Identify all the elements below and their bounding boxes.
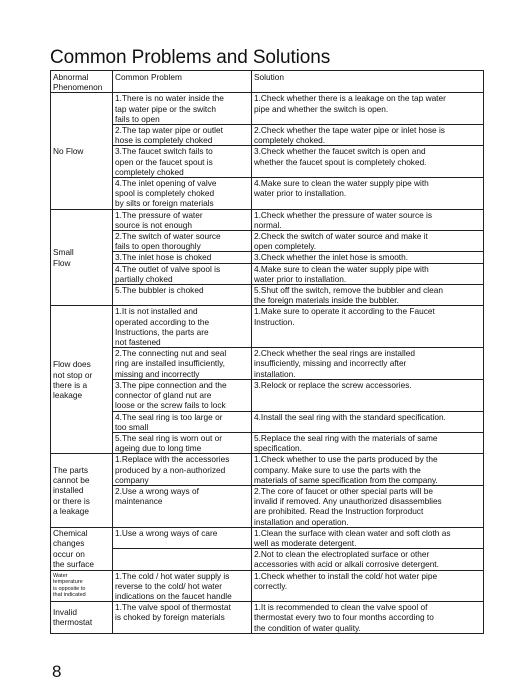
- solution-cell: 1.Check whether the pressure of water source is normal.: [252, 209, 484, 230]
- table-row: [51, 527, 484, 548]
- table-header-row: [51, 71, 484, 93]
- problem-cell: 5.The seal ring is worn out or ageing due to long time: [113, 432, 252, 453]
- table-row: [51, 549, 484, 570]
- phenomenon-cell: The parts cannot be installed or there is a leakage: [51, 454, 113, 527]
- phenomenon-cell: Water temperature is opposite to that indicated: [51, 570, 113, 602]
- table-row: [51, 432, 484, 453]
- phenomenon-cell: Invalid thermostat: [51, 602, 113, 634]
- table-row: [51, 93, 484, 125]
- solution-cell: 3.Check whether the faucet switch is open and whether the faucet spout is completely choked.: [252, 146, 484, 178]
- table-row: [51, 125, 484, 146]
- table-row: [51, 252, 484, 263]
- problem-cell: 1.The cold / hot water supply is reverse to the cold/ hot water indications on the faucet handle: [113, 570, 252, 602]
- solution-cell: 1.It is recommended to clean the valve spool of thermostat every two to four months according to the condition of water quality.: [252, 602, 484, 634]
- table-row: [51, 231, 484, 252]
- solution-cell: 2.Check whether the tape water pipe or inlet hose is completely choked.: [252, 125, 484, 146]
- table-row: [51, 411, 484, 432]
- solution-cell: 2.The core of faucet or other special parts will be invalid if removed. Any unauthorized disassemblies are prohibited. Read the Instruction forproduct installation and operation.: [252, 485, 484, 527]
- problem-cell: 1.The valve spool of thermostat is choked by foreign materials: [113, 602, 252, 634]
- phenomenon-cell: No Flow: [51, 93, 113, 209]
- solution-cell: 3.Check whether the inlet hose is smooth.: [252, 252, 484, 263]
- table-row: [51, 263, 484, 284]
- solution-cell: 1.Check whether there is a leakage on the tap water pipe and whether the switch is open.: [252, 93, 484, 125]
- page-title: Common Problems and Solutions: [50, 47, 331, 68]
- problem-cell: [113, 549, 252, 570]
- table-row: [51, 209, 484, 230]
- phenomenon-cell: Chemical changes occur on the surface: [51, 527, 113, 570]
- problem-cell: 3.The inlet hose is choked: [113, 252, 252, 263]
- problem-cell: 2.The connecting nut and seal ring are installed insufficiently, missing and incorrectly: [113, 348, 252, 380]
- problem-cell: 2.The switch of water source fails to open thoroughly: [113, 231, 252, 252]
- problem-cell: 3.The pipe connection and the connector of gland nut are loose or the screw fails to lock: [113, 379, 252, 411]
- table-row: [51, 306, 484, 348]
- table-body: [51, 93, 484, 633]
- table-row: [51, 178, 484, 210]
- problem-cell: 2.The tap water pipe or outlet hose is completely choked: [113, 125, 252, 146]
- solution-cell: 1.Check whether to use the parts produced by the company. Make sure to use the parts with the materials of same specification from the company.: [252, 454, 484, 486]
- table-row: [51, 348, 484, 380]
- solution-cell: 4.Make sure to clean the water supply pipe with water prior to installation.: [252, 263, 484, 284]
- table-row: [51, 454, 484, 486]
- phenomenon-cell: Small Flow: [51, 209, 113, 306]
- table-row: [51, 485, 484, 527]
- solution-cell: 5.Replace the seal ring with the materials of same specification.: [252, 432, 484, 453]
- table-row: [51, 379, 484, 411]
- solution-cell: 2.Check the switch of water source and make it open completely.: [252, 231, 484, 252]
- solution-cell: 3.Relock or replace the screw accessories.: [252, 379, 484, 411]
- solution-cell: 2.Not to clean the electroplated surface or other accessories with acid or alkali corrosive detergent.: [252, 549, 484, 570]
- solution-cell: 1.Make sure to operate it according to the Faucet Instruction.: [252, 306, 484, 348]
- problem-cell: 4.The seal ring is too large or too small: [113, 411, 252, 432]
- problems-solutions-table: [50, 70, 484, 634]
- problem-cell: 1.It is not installed and operated according to the Instructions, the parts are not fastened: [113, 306, 252, 348]
- header-solution: Solution: [252, 71, 484, 93]
- problem-cell: 5.The bubbler is choked: [113, 285, 252, 306]
- table-row: [51, 285, 484, 306]
- problem-cell: 1.There is no water inside the tap water pipe or the switch fails to open: [113, 93, 252, 125]
- table-row: [51, 146, 484, 178]
- problem-cell: 2.Use a wrong ways of maintenance: [113, 485, 252, 527]
- solution-cell: 5.Shut off the switch, remove the bubbler and clean the foreign materials inside the bubbler.: [252, 285, 484, 306]
- phenomenon-cell: Flow does not stop or there is a leakage: [51, 306, 113, 454]
- solution-cell: 4.Install the seal ring with the standard specification.: [252, 411, 484, 432]
- problem-cell: 4.The inlet opening of valve spool is completely choked by silts or foreign materials: [113, 178, 252, 210]
- problem-cell: 4.The outlet of valve spool is partially choked: [113, 263, 252, 284]
- page-number: 8: [52, 662, 62, 681]
- problem-cell: 1.Replace with the accessories produced by a non-authorized company: [113, 454, 252, 486]
- problem-cell: 1.Use a wrong ways of care: [113, 527, 252, 548]
- solution-cell: 4.Make sure to clean the water supply pipe with water prior to installation.: [252, 178, 484, 210]
- problem-cell: 1.The pressure of water source is not enough: [113, 209, 252, 230]
- table-row: [51, 570, 484, 602]
- table-row: [51, 602, 484, 634]
- solution-cell: 1.Check whether to install the cold/ hot water pipe correctly.: [252, 570, 484, 602]
- header-common-problem: Common Problem: [113, 71, 252, 93]
- solution-cell: 2.Check whether the seal rings are installed insufficiently, missing and incorrectly after installation.: [252, 348, 484, 380]
- header-abnormal-phenomenon: Abnormal Phenomenon: [51, 71, 113, 93]
- problem-cell: 3.The faucet switch fails to open or the faucet spout is completely choked: [113, 146, 252, 178]
- solution-cell: 1.Clean the surface with clean water and soft cloth as well as moderate detergent.: [252, 527, 484, 548]
